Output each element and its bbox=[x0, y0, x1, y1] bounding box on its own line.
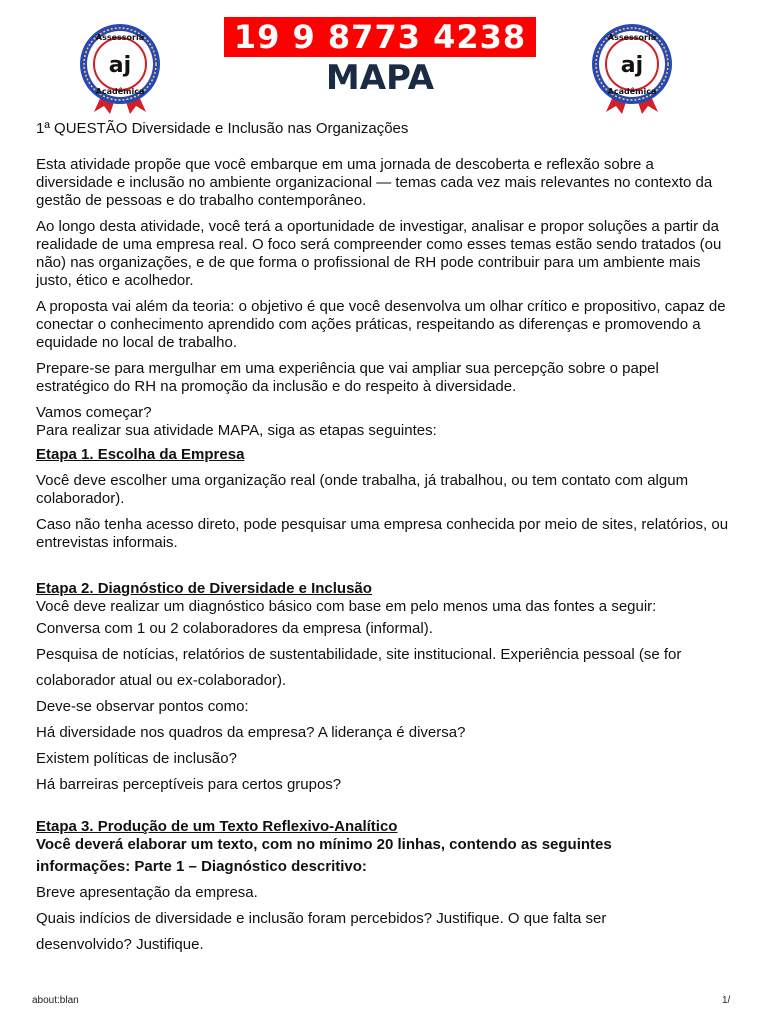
intro-paragraph-4: Prepare-se para mergulhar em uma experiência que vai ampliar sua percepção sobre o papel estratégico do RH na promoção da inclusão e do respeito à diversidade. bbox=[36, 360, 659, 395]
step3-title: Etapa 3. Produção de um Texto Reflexivo-Analítico bbox=[36, 818, 398, 835]
svg-text:Acadêmica: Acadêmica bbox=[95, 87, 145, 96]
footer-url: about:blan bbox=[32, 995, 79, 1006]
intro-paragraph-2: Ao longo desta atividade, você terá a oportunidade de investigar, analisar e propor soluções a partir da realidade de uma empresa real. O foco será compreender como esses temas estão sendo tratados (ou não) nas organizações, e de que forma o profissional de RH pode contribuir para um ambiente mais justo, ético e acolhedor. bbox=[36, 218, 722, 289]
step2-line: Conversa com 1 ou 2 colaboradores da empresa (informal). bbox=[36, 620, 433, 637]
assessoria-seal-logo-right bbox=[584, 20, 680, 116]
svg-text:Acadêmica: Acadêmica bbox=[607, 87, 657, 96]
step2-line: colaborador atual ou ex-colaborador). bbox=[36, 672, 287, 689]
step1-title: Etapa 1. Escolha da Empresa bbox=[36, 446, 245, 463]
svg-text:Assessoria: Assessoria bbox=[607, 33, 657, 42]
step2-line: Há barreiras perceptíveis para certos grupos? bbox=[36, 776, 342, 793]
intro-paragraph-3: A proposta vai além da teoria: o objetivo é que você desenvolva um olhar crítico e propositivo, capaz de conectar o conhecimento aprendido com ações práticas, respeitando as diferenças e promovendo a equidade no local de trabalho. bbox=[36, 298, 726, 351]
spacer bbox=[36, 798, 732, 818]
step2-line: Há diversidade nos quadros da empresa? A liderança é diversa? bbox=[36, 724, 466, 741]
svg-text:aj: aj bbox=[108, 53, 132, 78]
assessoria-seal-logo-left bbox=[72, 20, 168, 116]
svg-text:Assessoria: Assessoria bbox=[95, 33, 145, 42]
step3-bold-line: informações: Parte 1 – Diagnóstico descritivo: bbox=[36, 858, 367, 875]
page-title: MAPA bbox=[325, 58, 435, 98]
step3-bold-line: Você deverá elaborar um texto, com no mínimo 20 linhas, contendo as seguintes bbox=[36, 836, 612, 853]
step1-paragraph-1: Você deve escolher uma organização real (onde trabalha, já trabalhou, ou tem contato com algum colaborador). bbox=[36, 472, 689, 507]
spacer bbox=[36, 560, 732, 580]
lets-start-line: Vamos começar? bbox=[36, 404, 152, 421]
instructions-line: Para realizar sua atividade MAPA, siga as etapas seguintes: bbox=[36, 422, 437, 439]
step3-line: Quais indícios de diversidade e inclusão foram percebidos? Justifique. O que falta ser bbox=[36, 910, 607, 927]
step2-intro: Você deve realizar um diagnóstico básico com base em pelo menos uma das fontes a seguir: bbox=[36, 598, 657, 615]
phone-number-banner: 19 9 8773 4238 bbox=[224, 17, 536, 57]
step3-line: Breve apresentação da empresa. bbox=[36, 884, 258, 901]
step2-line: Pesquisa de notícias, relatórios de sustentabilidade, site institucional. Experiência pessoal (se for bbox=[36, 646, 682, 663]
intro-paragraph-1: Esta atividade propõe que você embarque em uma jornada de descoberta e reflexão sobre a diversidade e inclusão no ambiente organizacional — temas cada vez mais relevantes no contexto da gestão de pessoas e do trabalho contemporâneo. bbox=[36, 156, 713, 209]
step2-line: Deve-se observar pontos como: bbox=[36, 698, 249, 715]
footer-page-number: 1/ bbox=[722, 995, 731, 1006]
svg-text:aj: aj bbox=[620, 53, 644, 78]
step3-line: desenvolvido? Justifique. bbox=[36, 936, 204, 953]
question-title: 1ª QUESTÃO Diversidade e Inclusão nas Organizações bbox=[36, 120, 409, 137]
step1-paragraph-2: Caso não tenha acesso direto, pode pesquisar uma empresa conhecida por meio de sites, relatórios, ou entrevistas informais. bbox=[36, 516, 729, 551]
step2-title: Etapa 2. Diagnóstico de Diversidade e Inclusão bbox=[36, 580, 372, 597]
document-body bbox=[36, 120, 732, 958]
step2-line: Existem políticas de inclusão? bbox=[36, 750, 237, 767]
